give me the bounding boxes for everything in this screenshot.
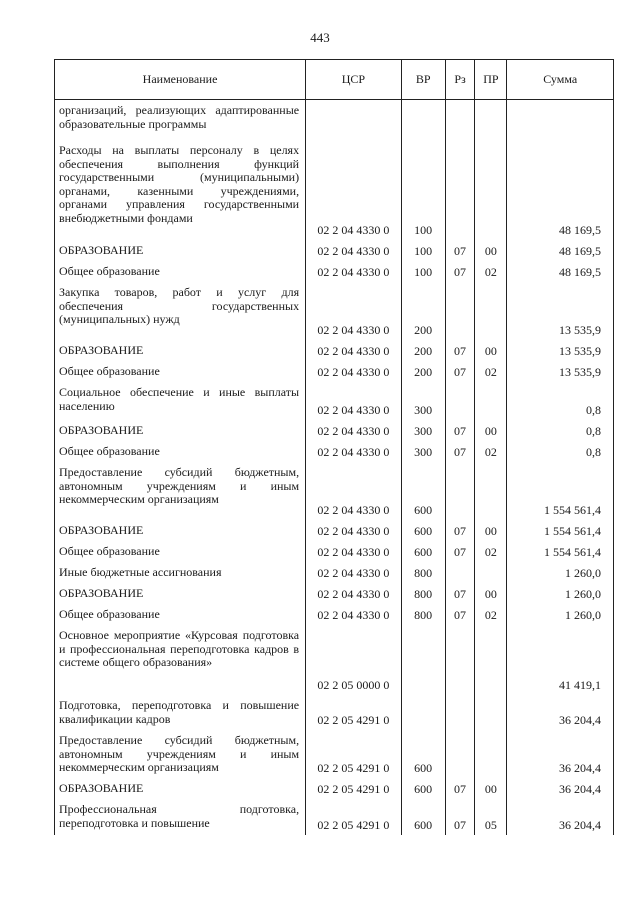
row-sum: 0,8 bbox=[586, 444, 601, 459]
row-rz: 07 bbox=[446, 340, 476, 361]
row-sum: 1 554 561,4 bbox=[544, 544, 601, 559]
row-vr: 200 bbox=[402, 340, 446, 361]
row-vr: 800 bbox=[402, 583, 446, 604]
table-body bbox=[54, 100, 614, 835]
table-row bbox=[54, 462, 614, 520]
row-csr: 02 2 05 4291 0 bbox=[306, 778, 402, 799]
row-sum: 48 169,5 bbox=[559, 222, 601, 237]
row-pr: 00 bbox=[475, 583, 507, 604]
row-rz: 07 bbox=[446, 261, 476, 282]
row-sum: 0,8 bbox=[586, 402, 601, 417]
row-pr bbox=[475, 730, 507, 778]
table-row bbox=[54, 583, 614, 604]
row-rz: 07 bbox=[446, 520, 476, 541]
table-row bbox=[54, 382, 614, 420]
row-vr: 600 bbox=[402, 730, 446, 778]
row-sum: 13 535,9 bbox=[559, 343, 601, 358]
row-csr: 02 2 04 4330 0 bbox=[306, 441, 402, 462]
table-row bbox=[54, 140, 614, 240]
row-pr: 00 bbox=[475, 520, 507, 541]
row-name: организаций, реализующих адаптированные образовательные программы bbox=[55, 100, 306, 140]
row-rz: 07 bbox=[446, 420, 476, 441]
row-vr: 300 bbox=[402, 382, 446, 420]
row-name: Закупка товаров, работ и услуг для обеспечения государственных (муниципальных) нужд bbox=[55, 282, 306, 340]
row-vr: 200 bbox=[402, 361, 446, 382]
row-rz: 07 bbox=[446, 441, 476, 462]
table-row bbox=[54, 240, 614, 261]
table-row bbox=[54, 441, 614, 462]
row-vr: 600 bbox=[402, 799, 446, 835]
row-vr: 800 bbox=[402, 562, 446, 583]
row-pr: 02 bbox=[475, 441, 507, 462]
row-csr: 02 2 04 4330 0 bbox=[306, 541, 402, 562]
row-name: ОБРАЗОВАНИЕ bbox=[55, 340, 306, 361]
row-name: Предоставление субсидий бюджетным, автономным учреждениям и иным некоммерческим организациям bbox=[55, 730, 306, 778]
row-pr bbox=[475, 100, 507, 140]
row-vr: 100 bbox=[402, 240, 446, 261]
row-csr: 02 2 04 4330 0 bbox=[306, 382, 402, 420]
row-name: Расходы на выплаты персоналу в целях обеспечения выполнения функций государственными (муниципальными) органами, казенными учреждениями, органами управления государственными внебюджетными фондами bbox=[55, 140, 306, 240]
row-rz: 07 bbox=[446, 240, 476, 261]
table-row bbox=[54, 361, 614, 382]
page-number: 443 bbox=[310, 30, 330, 45]
row-sum: 13 535,9 bbox=[559, 322, 601, 337]
row-sum: 48 169,5 bbox=[559, 243, 601, 258]
table-row bbox=[54, 730, 614, 778]
row-name: ОБРАЗОВАНИЕ bbox=[55, 778, 306, 799]
table-row bbox=[54, 100, 614, 140]
header-vr: ВР bbox=[402, 60, 446, 99]
header-csr: ЦСР bbox=[306, 60, 402, 99]
row-vr: 300 bbox=[402, 441, 446, 462]
row-rz bbox=[446, 100, 476, 140]
table-row bbox=[54, 799, 614, 835]
row-name: Профессиональная подготовка, переподготовка и повышение bbox=[55, 799, 306, 835]
row-csr: 02 2 04 4330 0 bbox=[306, 462, 402, 520]
row-csr: 02 2 04 4330 0 bbox=[306, 520, 402, 541]
row-vr: 800 bbox=[402, 604, 446, 625]
row-vr: 300 bbox=[402, 420, 446, 441]
row-pr: 00 bbox=[475, 420, 507, 441]
table-row bbox=[54, 541, 614, 562]
row-pr bbox=[475, 695, 507, 730]
row-csr: 02 2 04 4330 0 bbox=[306, 583, 402, 604]
row-pr bbox=[475, 282, 507, 340]
table-row bbox=[54, 604, 614, 625]
row-vr: 100 bbox=[402, 261, 446, 282]
row-sum: 36 204,4 bbox=[559, 712, 601, 727]
row-csr: 02 2 04 4330 0 bbox=[306, 340, 402, 361]
header-rz: Рз bbox=[446, 60, 476, 99]
table-row bbox=[54, 778, 614, 799]
row-vr bbox=[402, 100, 446, 140]
row-rz bbox=[446, 730, 476, 778]
row-vr bbox=[402, 625, 446, 695]
row-rz: 07 bbox=[446, 778, 476, 799]
row-rz bbox=[446, 695, 476, 730]
row-pr: 00 bbox=[475, 778, 507, 799]
row-pr bbox=[475, 625, 507, 695]
row-vr: 600 bbox=[402, 462, 446, 520]
row-name: Общее образование bbox=[55, 361, 306, 382]
row-name: ОБРАЗОВАНИЕ bbox=[55, 420, 306, 441]
row-pr: 02 bbox=[475, 604, 507, 625]
header-sum: Сумма bbox=[543, 72, 578, 86]
budget-table bbox=[54, 59, 614, 835]
row-csr: 02 2 05 0000 0 bbox=[306, 625, 402, 695]
row-rz bbox=[446, 462, 476, 520]
row-name: ОБРАЗОВАНИЕ bbox=[55, 583, 306, 604]
row-sum: 0,8 bbox=[586, 423, 601, 438]
row-pr bbox=[475, 462, 507, 520]
row-sum: 36 204,4 bbox=[559, 781, 601, 796]
row-vr: 200 bbox=[402, 282, 446, 340]
row-csr: 02 2 04 4330 0 bbox=[306, 261, 402, 282]
table-row bbox=[54, 340, 614, 361]
row-csr: 02 2 04 4330 0 bbox=[306, 282, 402, 340]
row-sum: 36 204,4 bbox=[559, 817, 601, 832]
row-csr: 02 2 05 4291 0 bbox=[306, 695, 402, 730]
row-sum bbox=[507, 100, 613, 140]
row-name: Общее образование bbox=[55, 261, 306, 282]
header-name: Наименование bbox=[55, 60, 306, 99]
row-pr: 02 bbox=[475, 541, 507, 562]
row-sum: 1 554 561,4 bbox=[544, 523, 601, 538]
row-pr: 02 bbox=[475, 261, 507, 282]
row-sum: 1 260,0 bbox=[565, 607, 601, 622]
table-row bbox=[54, 282, 614, 340]
table-row bbox=[54, 695, 614, 730]
row-csr: 02 2 04 4330 0 bbox=[306, 604, 402, 625]
row-pr bbox=[475, 382, 507, 420]
row-rz: 07 bbox=[446, 361, 476, 382]
row-vr: 600 bbox=[402, 541, 446, 562]
row-rz: 07 bbox=[446, 583, 476, 604]
table-row bbox=[54, 520, 614, 541]
row-vr bbox=[402, 695, 446, 730]
row-csr: 02 2 04 4330 0 bbox=[306, 140, 402, 240]
row-name: ОБРАЗОВАНИЕ bbox=[55, 520, 306, 541]
row-pr bbox=[475, 562, 507, 583]
row-sum: 1 554 561,4 bbox=[544, 502, 601, 517]
row-pr: 00 bbox=[475, 240, 507, 261]
row-name: Общее образование bbox=[55, 441, 306, 462]
row-rz bbox=[446, 562, 476, 583]
table-row bbox=[54, 420, 614, 441]
row-vr: 100 bbox=[402, 140, 446, 240]
table-row bbox=[54, 562, 614, 583]
row-vr: 600 bbox=[402, 520, 446, 541]
row-name: ОБРАЗОВАНИЕ bbox=[55, 240, 306, 261]
row-name: Общее образование bbox=[55, 541, 306, 562]
row-name: Предоставление субсидий бюджетным, автономным учреждениям и иным некоммерческим организациям bbox=[55, 462, 306, 520]
row-sum: 36 204,4 bbox=[559, 760, 601, 775]
row-csr: 02 2 04 4330 0 bbox=[306, 361, 402, 382]
row-rz bbox=[446, 382, 476, 420]
row-pr: 05 bbox=[475, 799, 507, 835]
table-row bbox=[54, 261, 614, 282]
row-csr: 02 2 04 4330 0 bbox=[306, 240, 402, 261]
row-pr: 00 bbox=[475, 340, 507, 361]
row-sum: 41 419,1 bbox=[559, 677, 601, 692]
row-pr: 02 bbox=[475, 361, 507, 382]
row-vr: 600 bbox=[402, 778, 446, 799]
row-name: Подготовка, переподготовка и повышение квалификации кадров bbox=[55, 695, 306, 730]
row-rz bbox=[446, 282, 476, 340]
row-csr: 02 2 04 4330 0 bbox=[306, 420, 402, 441]
row-sum: 1 260,0 bbox=[565, 565, 601, 580]
row-name: Социальное обеспечение и иные выплаты населению bbox=[55, 382, 306, 420]
row-csr: 02 2 05 4291 0 bbox=[306, 799, 402, 835]
row-rz: 07 bbox=[446, 604, 476, 625]
row-name: Основное мероприятие «Курсовая подготовка и профессиональная переподготовка кадров в системе общего образования» bbox=[55, 625, 306, 695]
row-sum: 48 169,5 bbox=[559, 264, 601, 279]
row-csr: 02 2 05 4291 0 bbox=[306, 730, 402, 778]
row-name: Общее образование bbox=[55, 604, 306, 625]
row-sum: 13 535,9 bbox=[559, 364, 601, 379]
header-pr: ПР bbox=[475, 60, 507, 99]
row-name: Иные бюджетные ассигнования bbox=[55, 562, 306, 583]
row-csr: 02 2 04 4330 0 bbox=[306, 562, 402, 583]
row-rz: 07 bbox=[446, 541, 476, 562]
row-csr bbox=[306, 100, 402, 140]
table-header bbox=[54, 59, 614, 100]
row-rz: 07 bbox=[446, 799, 476, 835]
row-rz bbox=[446, 140, 476, 240]
row-pr bbox=[475, 140, 507, 240]
row-sum: 1 260,0 bbox=[565, 586, 601, 601]
table-row bbox=[54, 625, 614, 695]
row-rz bbox=[446, 625, 476, 695]
